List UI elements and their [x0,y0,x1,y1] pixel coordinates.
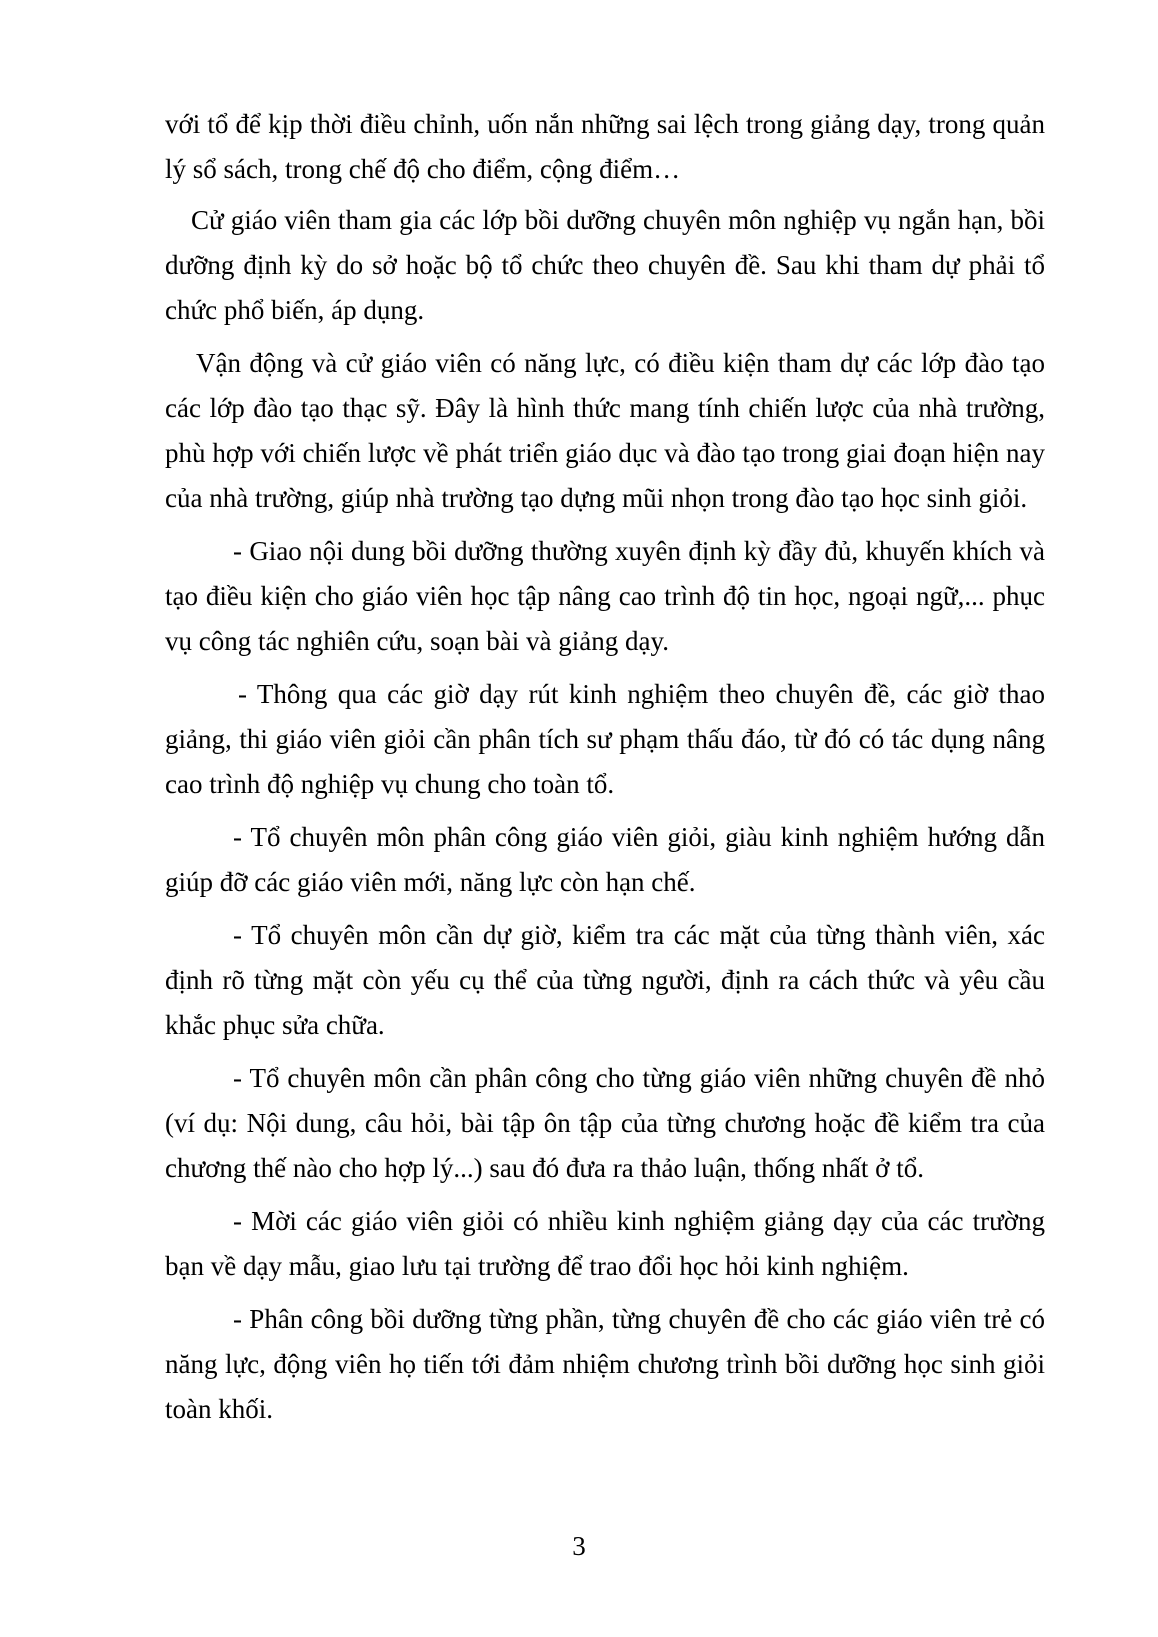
page-number: 3 [572,1531,586,1561]
paragraph-training-courses: Cử giáo viên tham gia các lớp bồi dưỡng chuyên môn nghiệp vụ ngắn hạn, bồi dưỡng định kỳ do sở hoặc bộ tổ chức theo chuyên đề. Sau khi tham dự phải tổ chức phổ biến, áp dụng. [165,205,1045,325]
paragraph-young-teachers: - Phân công bồi dưỡng từng phần, từng chuyên đề cho các giáo viên trẻ có năng lực, động viên họ tiến tới đảm nhiệm chương trình bồi dưỡng học sinh giỏi toàn khối. [165,1304,1045,1424]
paragraph-regular-training: - Giao nội dung bồi dưỡng thường xuyên định kỳ đầy đủ, khuyến khích và tạo điều kiện cho giáo viên học tập nâng cao trình độ tin học, ngoại ngữ,... phục vụ công tác nghiên cứu, soạn bài và giảng dạy. [165,536,1045,656]
paragraph-topic-assignment: - Tổ chuyên môn cần phân công cho từng giáo viên những chuyên đề nhỏ (ví dụ: Nội dung, câu hỏi, bài tập ôn tập của từng chương hoặc đề kiểm tra của chương thế nào cho hợp lý...) sau đó đưa ra thảo luận, thống nhất ở tổ. [165,1063,1045,1183]
paragraph-mentoring: - Tổ chuyên môn phân công giáo viên giỏi, giàu kinh nghiệm hướng dẫn giúp đỡ các giáo viên mới, năng lực còn hạn chế. [165,822,1045,897]
paragraph-guest-teachers: - Mời các giáo viên giỏi có nhiều kinh nghiệm giảng dạy của các trường bạn về dạy mẫu, giao lưu tại trường để trao đổi học hỏi kinh nghiệm. [165,1206,1045,1281]
paragraph-continuation: với tổ để kịp thời điều chỉnh, uốn nắn những sai lệch trong giảng dạy, trong quản lý sổ sách, trong chế độ cho điểm, cộng điểm… [165,109,1045,184]
paragraph-inspection: - Tổ chuyên môn cần dự giờ, kiểm tra các mặt của từng thành viên, xác định rõ từng mặt còn yếu cụ thể của từng người, định ra cách thức và yêu cầu khắc phục sửa chữa. [165,920,1045,1040]
paragraph-masters-training: Vận động và cử giáo viên có năng lực, có điều kiện tham dự các lớp đào tạo các lớp đào tạo thạc sỹ. Đây là hình thức mang tính chiến lược của nhà trường, phù hợp với chiến lược về phát triển giáo dục và đào tạo trong giai đoạn hiện nay của nhà trường, giúp nhà trường tạo dựng mũi nhọn trong đào tạo học sinh giỏi. [165,348,1045,513]
paragraph-lesson-observation: - Thông qua các giờ dạy rút kinh nghiệm theo chuyên đề, các giờ thao giảng, thi giáo viên giỏi cần phân tích sư phạm thấu đáo, từ đó có tác dụng nâng cao trình độ nghiệp vụ chung cho toàn tổ. [165,679,1045,799]
body-text [165,102,1045,1432]
